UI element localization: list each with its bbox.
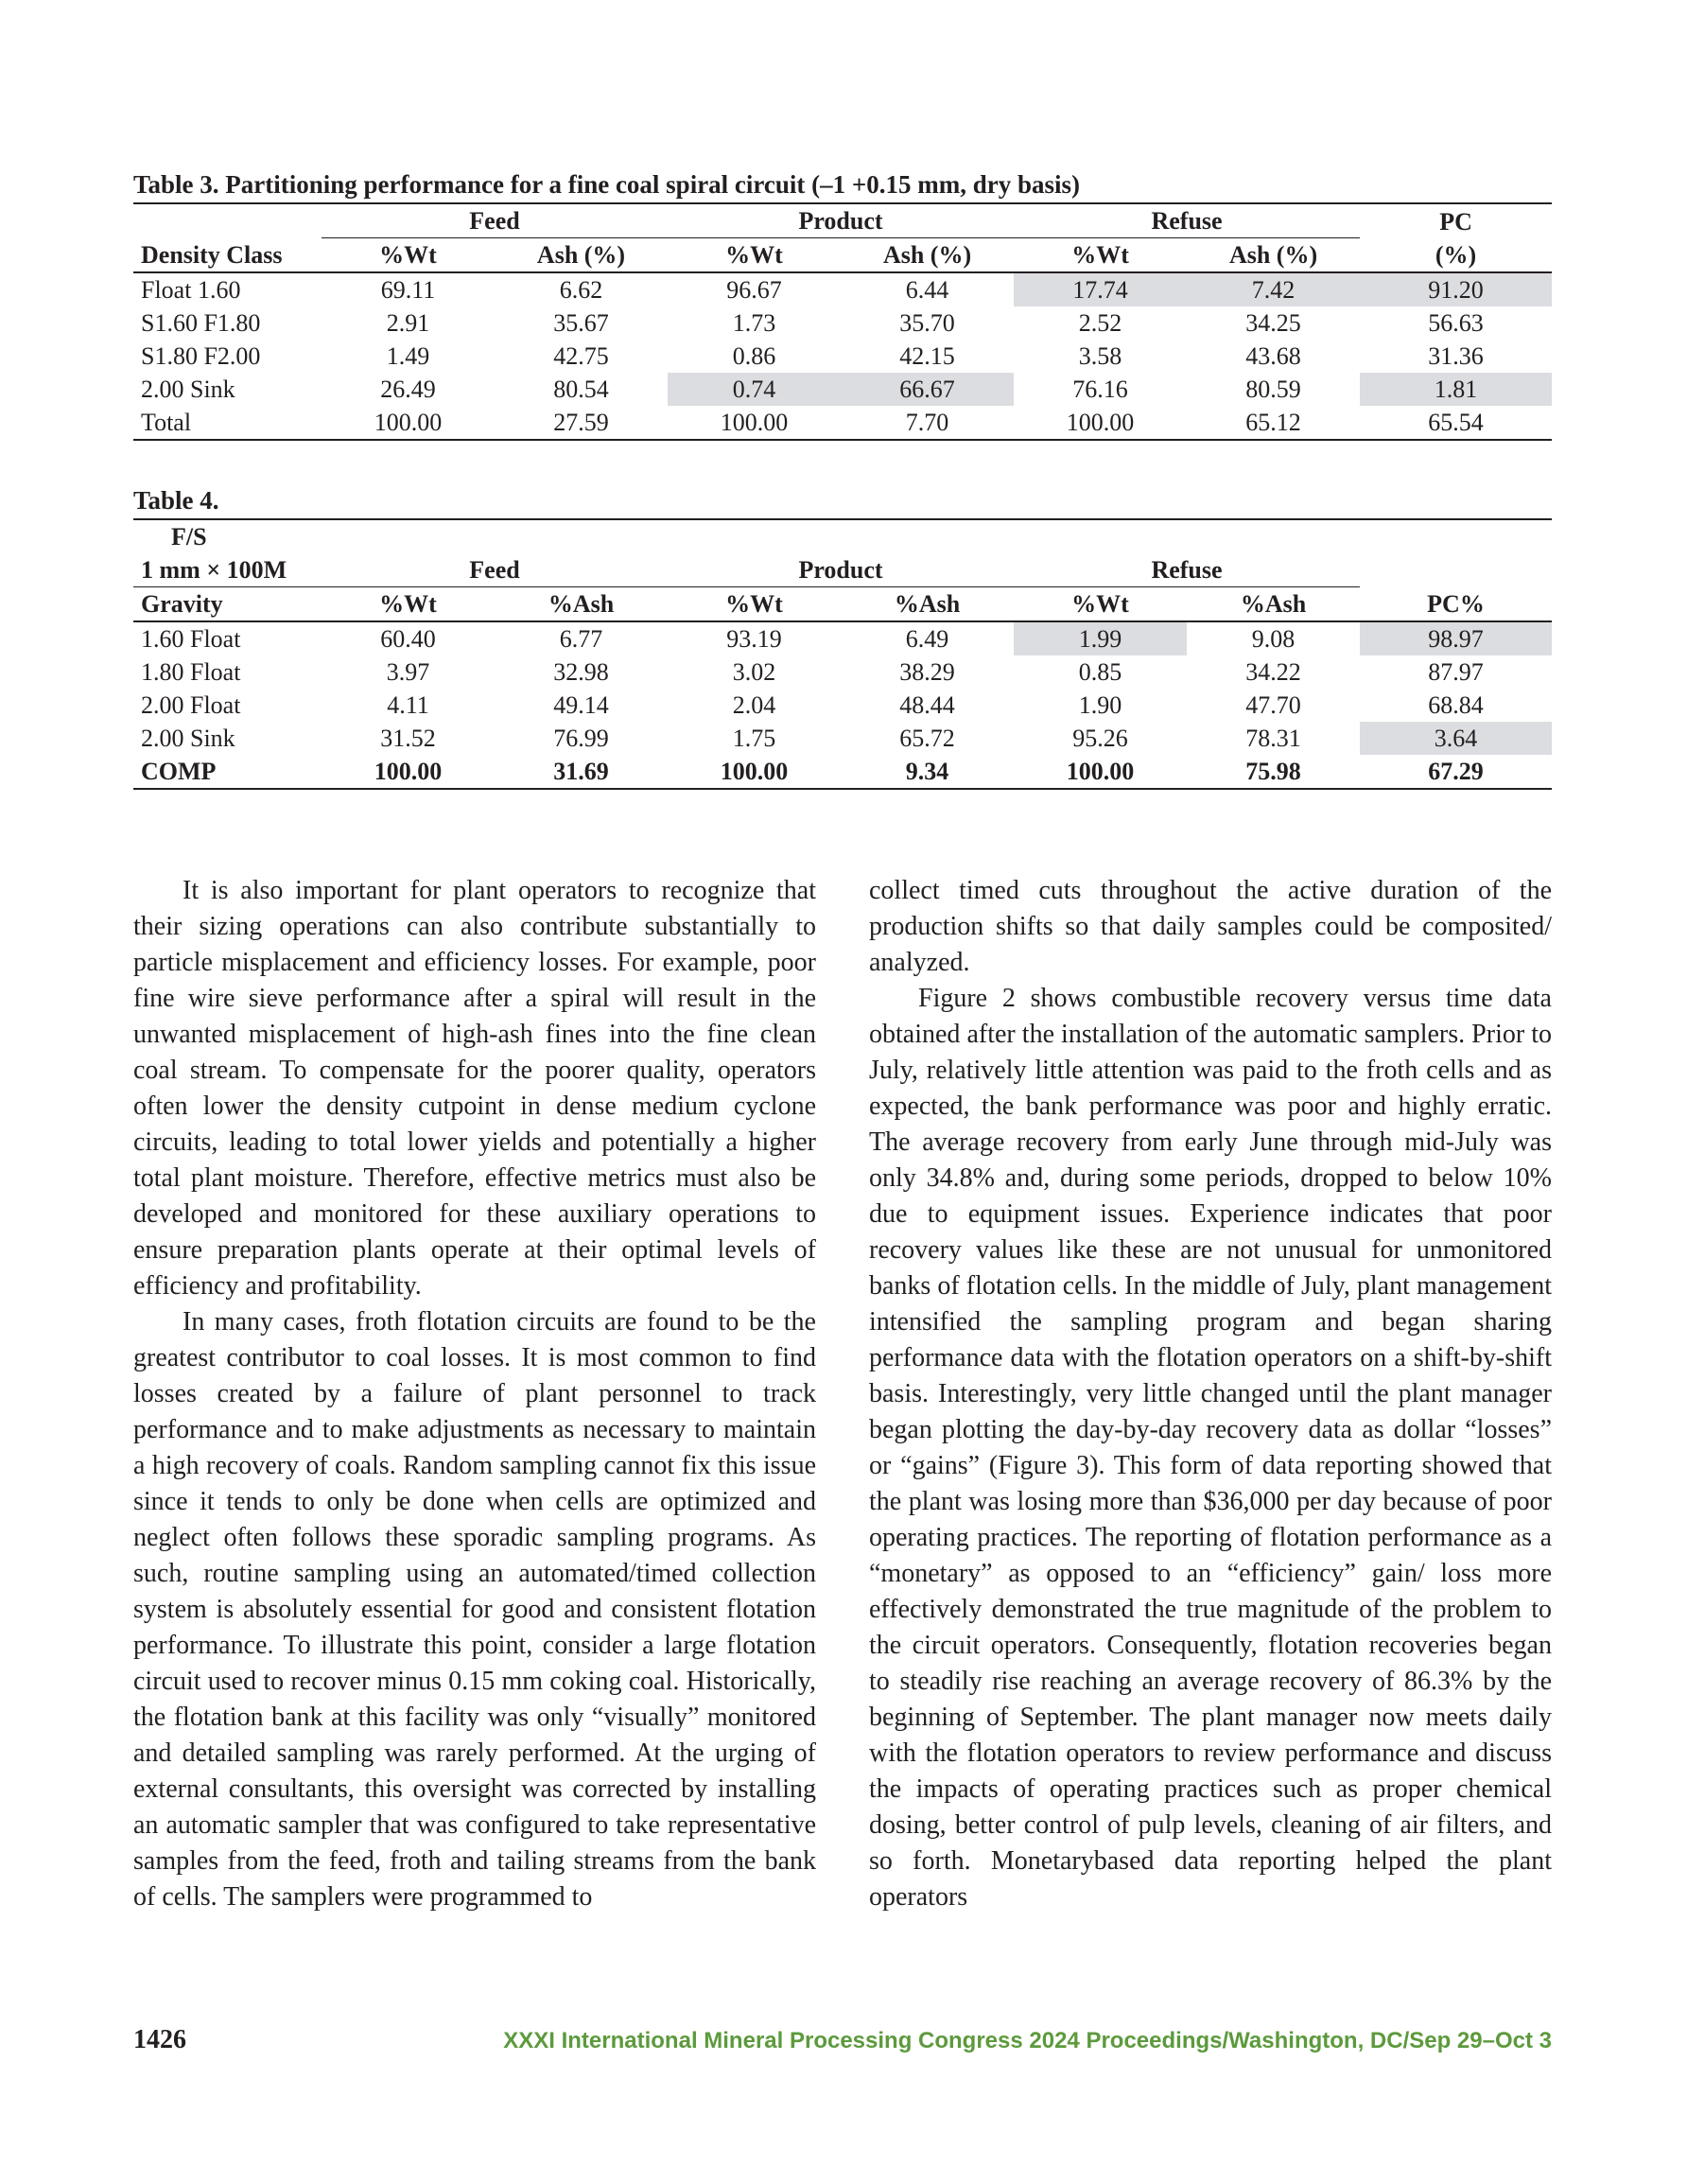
table-cell-highlighted: 98.97 <box>1360 621 1552 655</box>
table-cell: 100.00 <box>720 409 789 436</box>
table-cell: 60.40 <box>380 625 436 653</box>
table-cell: 4.11 <box>387 691 429 719</box>
table-3-caption: Table 3. Partitioning performance for a fine coal spiral circuit (–1 +0.15 mm, dry basis) <box>133 170 1081 199</box>
table-4-grid <box>133 518 1552 790</box>
page-number: 1426 <box>133 2025 186 2054</box>
table-cell: 0.86 <box>732 342 776 370</box>
table-row <box>133 306 1552 340</box>
table-cell: 100.00 <box>374 409 443 436</box>
table-3-header-feed-wt: %Wt <box>322 238 495 273</box>
table-cell: 100.00 <box>1066 758 1135 785</box>
table-row-comp <box>133 755 1552 789</box>
table-cell: 49.14 <box>553 691 609 719</box>
table-3-header-product-ash: Ash (%) <box>841 238 1014 273</box>
table-4-header-feed-ash: %Ash <box>495 587 668 622</box>
table-cell: 76.99 <box>553 725 609 752</box>
table-3-empty-corner <box>133 203 322 238</box>
table-4-header-refuse-wt: %Wt <box>1014 587 1187 622</box>
table-3-header-product-wt: %Wt <box>668 238 841 273</box>
table-4-column-header <box>133 587 1552 622</box>
table-4-header-product-wt: %Wt <box>668 587 841 622</box>
table-3-header-pc-unit: (%) <box>1360 238 1552 273</box>
table-cell: 1.80 Float <box>141 658 241 686</box>
table-3-header-feed-ash: Ash (%) <box>495 238 668 273</box>
table-cell: Float 1.60 <box>141 276 241 304</box>
table-4-stub-top: F/S <box>171 523 207 550</box>
table-cell: 32.98 <box>553 658 609 686</box>
table-3 <box>133 168 1552 441</box>
table-cell: 69.11 <box>380 276 436 304</box>
table-cell-highlighted: 3.64 <box>1360 722 1552 755</box>
table-cell: 1.49 <box>386 342 430 370</box>
table-4-empty-pc <box>1360 553 1552 587</box>
table-cell-highlighted: 0.74 <box>668 373 841 406</box>
table-3-group-refuse: Refuse <box>1014 203 1360 238</box>
table-4-caption: Table 4. <box>133 486 219 515</box>
table-cell: 1.75 <box>732 725 776 752</box>
table-4-header-refuse-ash: %Ash <box>1187 587 1360 622</box>
table-cell: 2.04 <box>732 691 776 719</box>
table-cell: 80.54 <box>553 376 609 403</box>
table-3-group-pc: PC <box>1439 207 1472 236</box>
table-row <box>133 689 1552 722</box>
table-cell: 2.00 Float <box>141 691 241 719</box>
table-3-header-density-class: Density Class <box>133 238 322 273</box>
table-4-stub-top-row <box>133 519 1552 553</box>
table-cell: 76.16 <box>1072 376 1128 403</box>
table-cell-highlighted: 1.81 <box>1360 373 1552 406</box>
table-cell: 65.72 <box>899 725 955 752</box>
table-cell-highlighted: 7.42 <box>1187 272 1360 306</box>
table-cell: 3.02 <box>732 658 776 686</box>
table-4-header-pc: PC% <box>1360 587 1552 622</box>
table-cell: 31.36 <box>1428 342 1484 370</box>
conference-citation: XXXI International Mineral Processing Congress 2024 Proceedings/Washington, DC/Sep 29–Oct 3 <box>503 2028 1552 2053</box>
table-cell: 43.68 <box>1245 342 1301 370</box>
table-3-grid <box>133 202 1552 441</box>
table-row-total <box>133 406 1552 440</box>
table-3-header-refuse-wt: %Wt <box>1014 238 1187 273</box>
table-cell: 6.77 <box>559 625 603 653</box>
table-cell: 93.19 <box>726 625 782 653</box>
paragraph: Figure 2 shows combustible recovery versus time data obtained after the installation of the automatic samplers. Prior to July, relatively little attention was paid to the froth cells and as expected, the bank performance was poor and highly erratic. The average recovery from early June through mid-July was only 34.8% and, during some periods, dropped to below 10% due to equipment issues. Experience indicates that poor recovery values like these are not unusual for unmonitored banks of flotation cells. In the middle of July, plant management intensified the sampling program and began sharing performance data with the flotation operators on a shift-by-shift basis. Interestingly, very little changed until the plant manager began plotting the day-by-day recovery data as dollar “losses” or “gains” (Figure 3). This form of data reporting showed that the plant was losing more than $36,000 per day because of poor operating practices. The reporting of flotation performance as a “monetary” as opposed to an “efficiency” gain/ loss more effectively demonstrated the true magnitude of the problem to the circuit operators. Consequently, flotation recoveries began to steadily rise reaching an average recovery of 86.3% by the beginning of September. The plant manager now meets daily with the flotation operators to review performance and discuss the impacts of operating practices such as proper chemical dosing, better control of pulp levels, cleaning of air filters, and so forth. Monetarybased data reporting helped the plant operators <box>869 984 1552 1912</box>
paragraph: collect timed cuts throughout the active duration of the production shifts so that daily samples could be composited/ analyzed. <box>869 876 1552 977</box>
table-cell: 35.70 <box>899 309 955 337</box>
table-cell: 2.91 <box>386 309 430 337</box>
table-cell: 95.26 <box>1072 725 1128 752</box>
table-row <box>133 340 1552 373</box>
table-4 <box>133 484 1552 790</box>
body-columns <box>133 873 1552 1915</box>
table-3-group-feed: Feed <box>322 203 668 238</box>
table-cell: 67.29 <box>1428 758 1484 785</box>
table-row <box>133 655 1552 689</box>
table-cell: COMP <box>141 758 217 785</box>
table-row <box>133 272 1552 306</box>
table-cell: 100.00 <box>1066 409 1135 436</box>
table-cell-highlighted: 1.99 <box>1014 621 1187 655</box>
table-row <box>133 373 1552 406</box>
table-4-empty <box>322 519 1552 553</box>
table-cell: 1.90 <box>1078 691 1122 719</box>
page-footer <box>133 2025 1552 2059</box>
body-column-right <box>869 873 1552 1915</box>
table-cell-highlighted: 91.20 <box>1360 272 1552 306</box>
table-4-stub-bottom: 1 mm × 100M <box>133 553 322 587</box>
table-cell: 3.97 <box>386 658 430 686</box>
table-cell: 100.00 <box>720 758 789 785</box>
table-cell: 3.58 <box>1078 342 1122 370</box>
table-cell: 47.70 <box>1245 691 1301 719</box>
table-cell: 75.98 <box>1245 758 1301 785</box>
table-4-group-feed: Feed <box>322 553 668 587</box>
table-row <box>133 722 1552 755</box>
table-3-column-header <box>133 238 1552 273</box>
table-cell: 68.84 <box>1428 691 1484 719</box>
table-cell: S1.60 F1.80 <box>141 309 261 337</box>
table-cell: 0.85 <box>1078 658 1122 686</box>
table-cell: 42.75 <box>553 342 609 370</box>
body-column-left <box>133 873 816 1915</box>
table-cell: 2.00 Sink <box>141 376 235 403</box>
paragraph: In many cases, froth flotation circuits are found to be the greatest contributor to coal losses. It is most common to find losses created by a failure of plant personnel to track performance and to make adjustments as necessary to maintain a high recovery of coals. Random sampling cannot fix this issue since it tends to only be done when cells are optimized and neglect often follows these sporadic sampling programs. As such, routine sampling using an automated/timed collection system is absolutely essential for good and consistent flotation performance. To illustrate this point, consider a large flotation circuit used to recover minus 0.15 mm coking coal. Historically, the flotation bank at this facility was only “visually” monitored and detailed sampling was rarely performed. At the urging of external consultants, this oversight was corrected by installing an automatic sampler that was configured to take representative samples from the feed, froth and tailing streams from the bank of cells. The samplers were programmed to <box>133 1307 816 1912</box>
page-content <box>133 168 1552 1912</box>
table-cell: 65.12 <box>1245 409 1301 436</box>
table-cell: 65.54 <box>1428 409 1484 436</box>
table-3-group-header <box>133 203 1552 238</box>
table-cell: 1.73 <box>732 309 776 337</box>
table-cell: 9.08 <box>1251 625 1296 653</box>
table-cell: 35.67 <box>553 309 609 337</box>
table-cell: 26.49 <box>380 376 436 403</box>
table-cell: 9.34 <box>905 758 949 785</box>
table-4-group-refuse: Refuse <box>1014 553 1360 587</box>
table-cell-highlighted: 66.67 <box>841 373 1014 406</box>
table-cell: 48.44 <box>899 691 955 719</box>
table-cell: 80.59 <box>1245 376 1301 403</box>
table-cell: 34.22 <box>1245 658 1301 686</box>
table-cell: 31.69 <box>553 758 609 785</box>
table-cell: 78.31 <box>1245 725 1301 752</box>
table-cell: 2.52 <box>1078 309 1122 337</box>
table-cell: 6.49 <box>905 625 949 653</box>
table-row <box>133 621 1552 655</box>
table-cell-highlighted: 17.74 <box>1014 272 1187 306</box>
table-cell: 2.00 Sink <box>141 725 235 752</box>
table-3-header-refuse-ash: Ash (%) <box>1187 238 1360 273</box>
table-cell: 87.97 <box>1428 658 1484 686</box>
table-cell: 38.29 <box>899 658 955 686</box>
table-cell: 7.70 <box>905 409 949 436</box>
table-cell: 100.00 <box>374 758 443 785</box>
table-4-header-gravity: Gravity <box>133 587 322 622</box>
table-cell: 27.59 <box>553 409 609 436</box>
table-4-header-feed-wt: %Wt <box>322 587 495 622</box>
table-cell: 96.67 <box>726 276 782 304</box>
table-cell: S1.80 F2.00 <box>141 342 261 370</box>
table-cell: 42.15 <box>899 342 955 370</box>
paragraph: It is also important for plant operators to recognize that their sizing operations can also contribute substantially to particle misplacement and efficiency losses. For example, poor fine wire sieve performance after a spiral will result in the unwanted misplacement of high-ash fines into the fine clean coal stream. To compensate for the poorer quality, operators often lower the density cutpoint in dense medium cyclone circuits, leading to total lower yields and potentially a higher total plant moisture. Therefore, effective metrics must also be developed and monitored for these auxiliary operations to ensure preparation plants operate at their optimal levels of efficiency and profitability. <box>133 876 816 1301</box>
table-cell: 56.63 <box>1428 309 1484 337</box>
table-cell: 34.25 <box>1245 309 1301 337</box>
table-cell: 1.60 Float <box>141 625 241 653</box>
table-4-header-product-ash: %Ash <box>841 587 1014 622</box>
table-3-group-product: Product <box>668 203 1014 238</box>
table-cell: 6.62 <box>559 276 603 304</box>
table-cell: 6.44 <box>905 276 949 304</box>
table-4-group-product: Product <box>668 553 1014 587</box>
table-4-group-header <box>133 553 1552 587</box>
table-cell: Total <box>141 409 192 436</box>
table-cell: 31.52 <box>380 725 436 752</box>
